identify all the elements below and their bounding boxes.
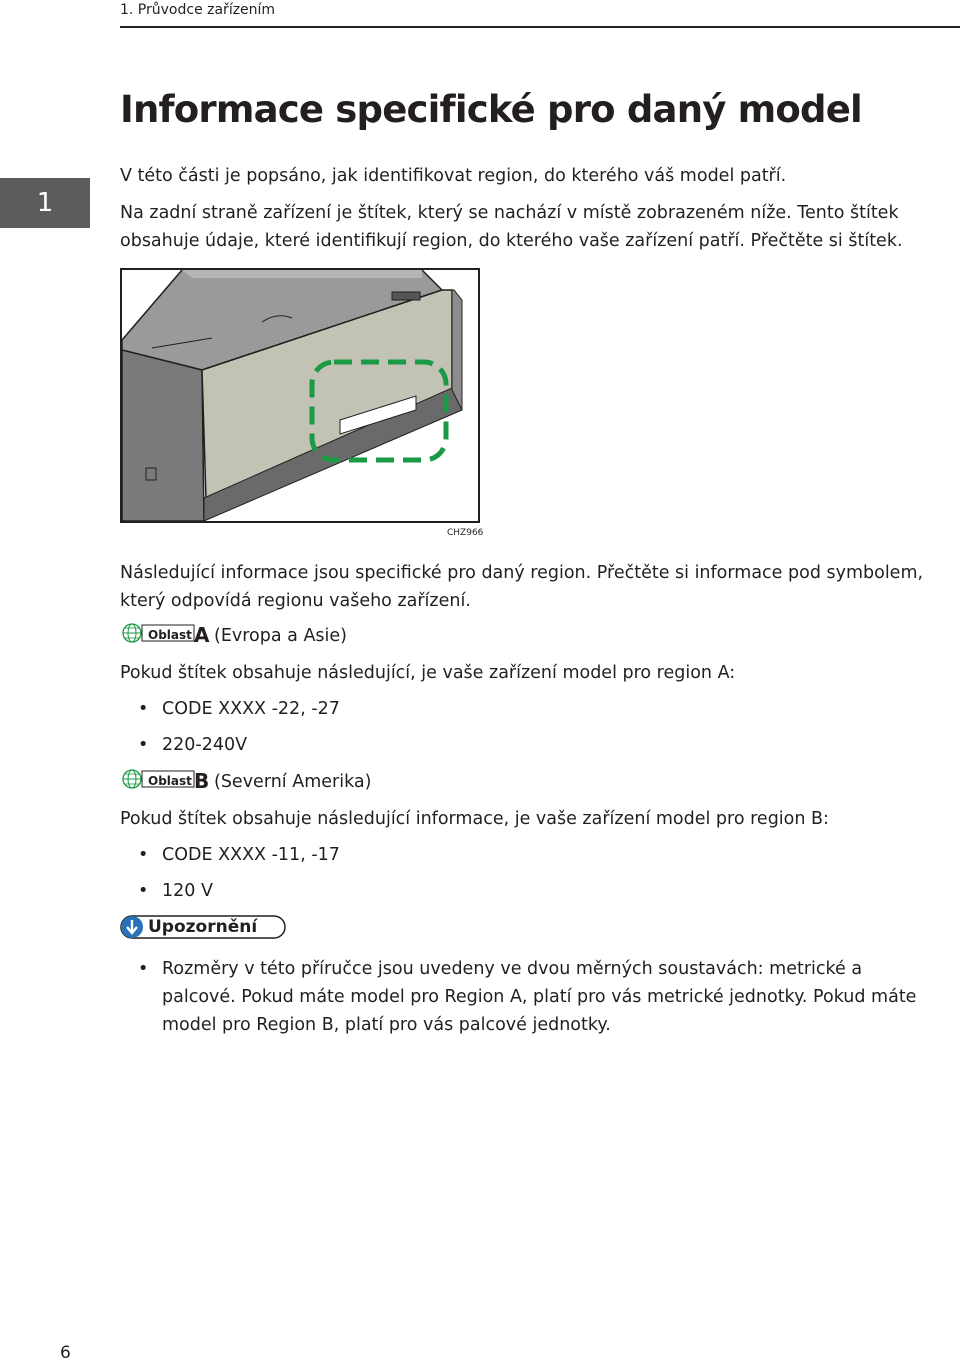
region-b-badge-text: Oblast [148, 774, 192, 788]
region-b-name: (Severní Amerika) [214, 772, 372, 792]
device-rear-drawing [122, 270, 478, 521]
region-a-name: (Evropa a Asie) [214, 626, 347, 646]
page-title: Informace specifické pro daný model [120, 88, 862, 131]
region-a-badge-text: Oblast [148, 628, 192, 642]
chapter-tab: 1 [0, 178, 90, 228]
region-a-item-1: CODE XXXX -22, -27 [162, 699, 340, 719]
device-rear-illustration [120, 268, 480, 523]
region-a-item-2: 220-240V [162, 735, 248, 755]
caution-item-1: Rozměry v této příručce jsou uvedeny ve dvou měrných soustavách: metrické a palcové. Pokud máte model pro Region A, platí pro vás metrické jednotky. Pokud máte model pro Region B, platí pro vás palcové jednotky. [162, 959, 917, 1035]
bullet-icon: • [138, 735, 149, 755]
figure-caption: CHZ966 [447, 528, 484, 538]
region-b-letter: B [194, 769, 210, 793]
bullet-icon: • [138, 881, 149, 901]
running-header: 1. Průvodce zařízením [120, 2, 276, 18]
intro-paragraph-2: Na zadní straně zařízení je štítek, který se nachází v místě zobrazeném níže. Tento štítek obsahuje údaje, které identifikují region, do kterého vaše zařízení patří. Přečtěte si štítek. [120, 203, 903, 251]
region-b-item-2: 120 V [162, 881, 213, 901]
region-b-description: Pokud štítek obsahuje následující informace, je vaše zařízení model pro region B: [120, 809, 829, 829]
page-number: 6 [60, 1343, 71, 1363]
region-b-item-1: CODE XXXX -11, -17 [162, 845, 340, 865]
region-a-description: Pokud štítek obsahuje následující, je vaše zařízení model pro region A: [120, 663, 736, 683]
region-intro-paragraph: Následující informace jsou specifické pro daný region. Přečtěte si informace pod symbolem, který odpovídá regionu vašeho zařízení. [120, 563, 924, 611]
bullet-icon: • [138, 959, 149, 979]
bullet-icon: • [138, 699, 149, 719]
bullet-icon: • [138, 845, 149, 865]
intro-paragraph-1: V této části je popsáno, jak identifikovat region, do kterého váš model patří. [120, 166, 787, 186]
header-rule [120, 26, 960, 28]
region-a-letter: A [194, 623, 210, 647]
caution-label: Upozornění [148, 917, 258, 937]
